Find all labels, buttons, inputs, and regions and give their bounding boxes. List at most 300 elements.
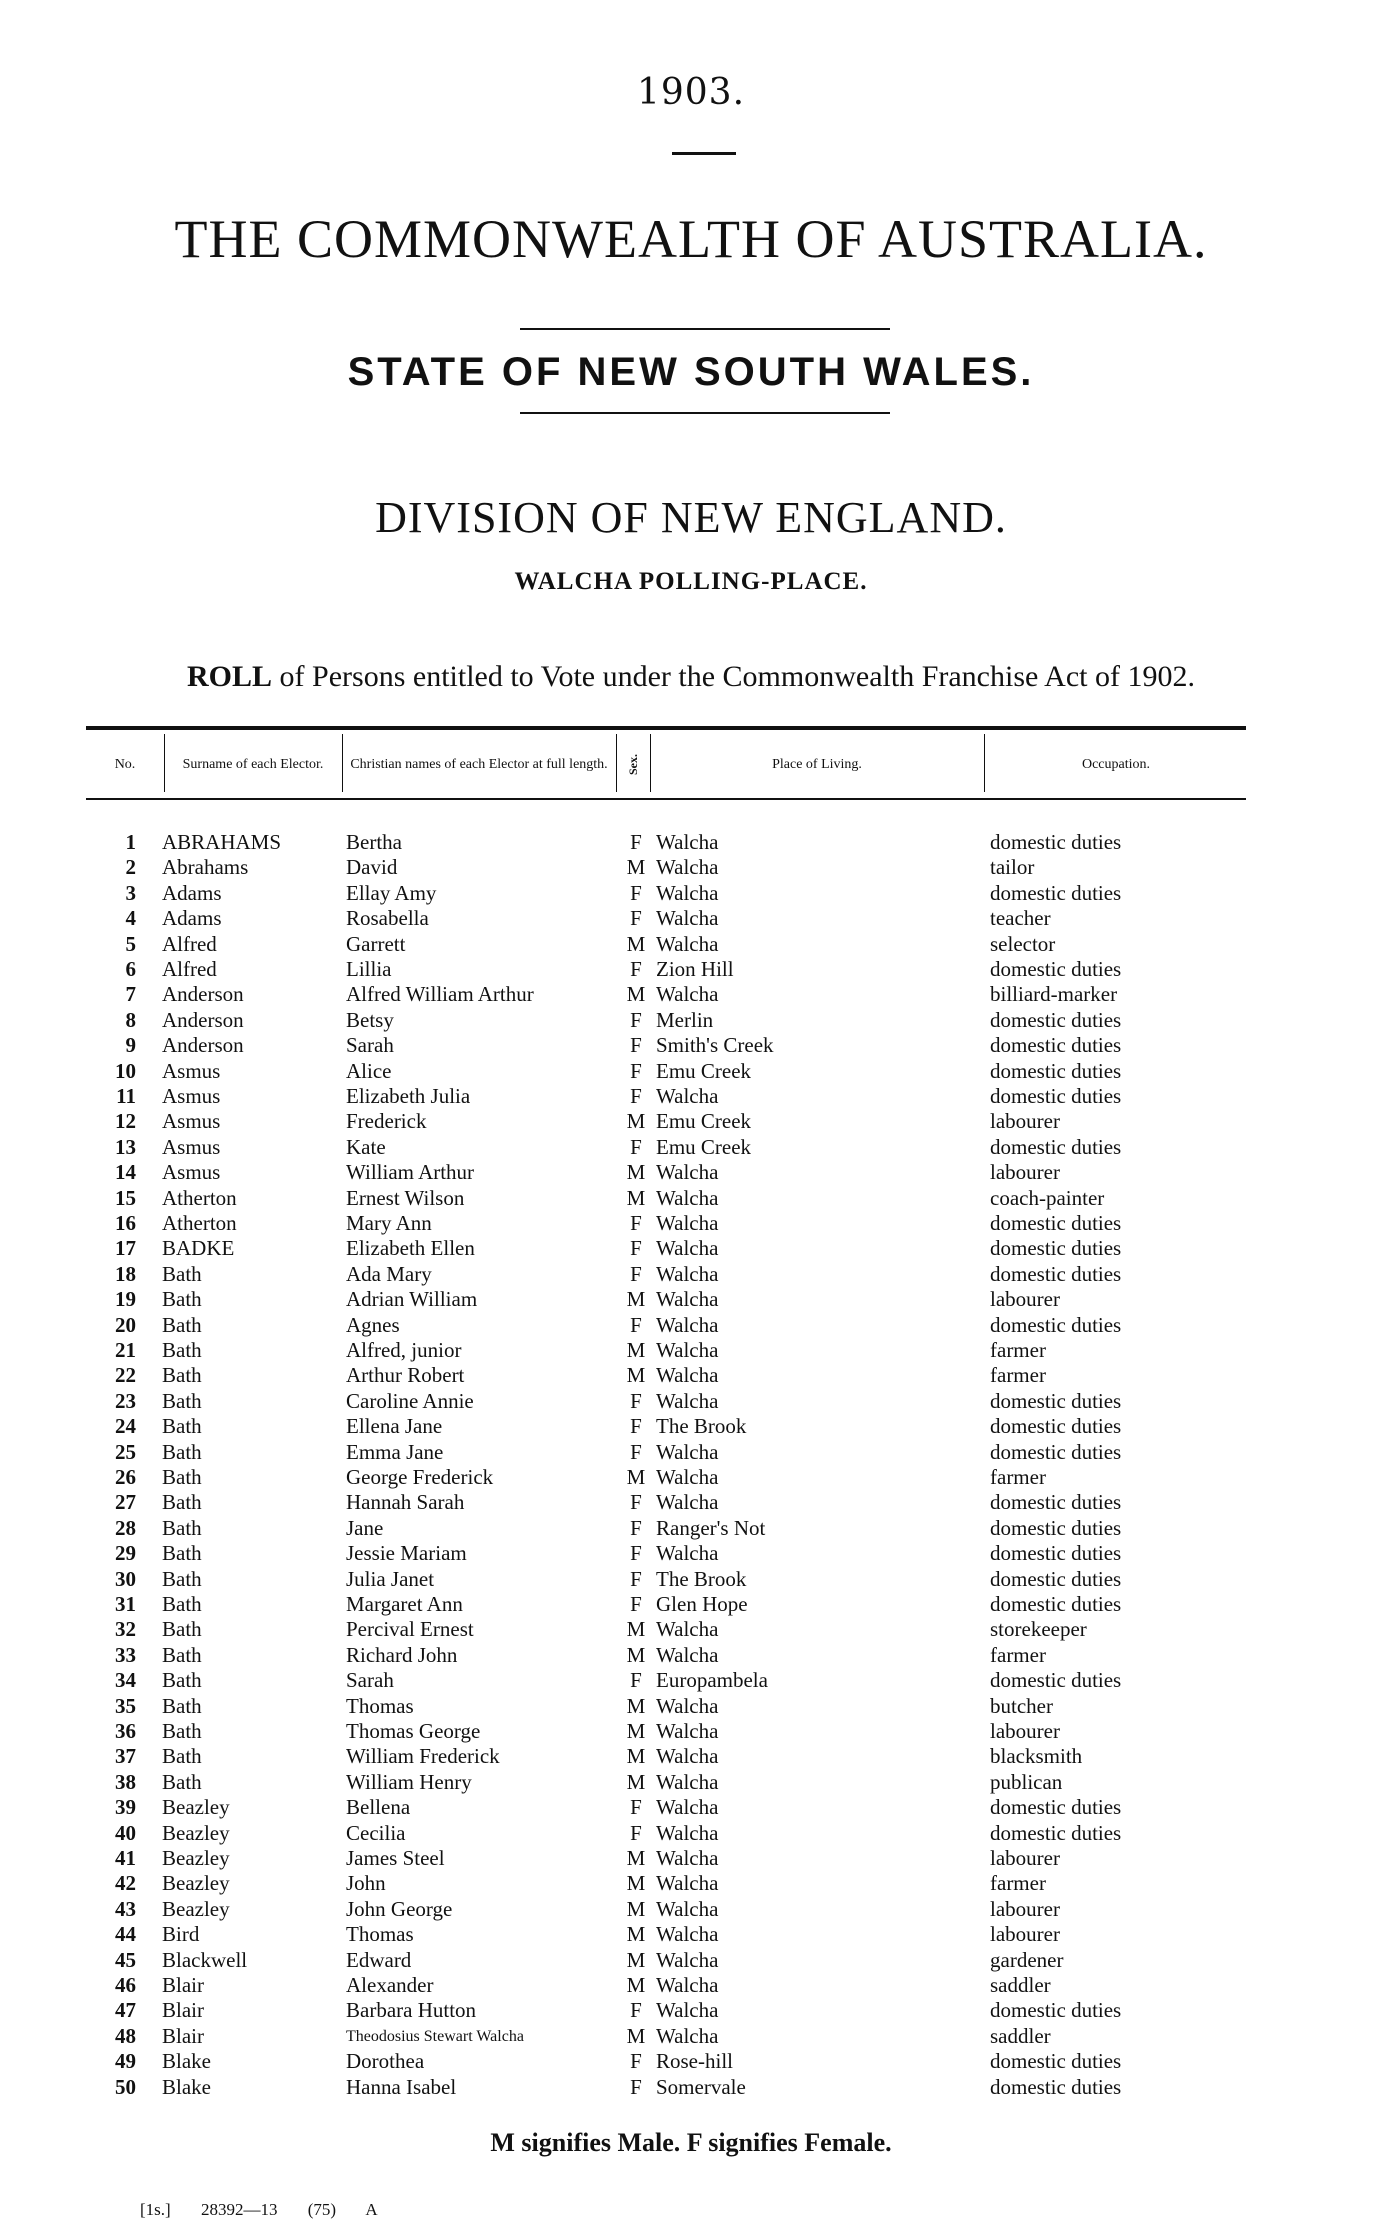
elector-occupation: farmer xyxy=(990,1642,1046,1667)
column-header-christian: Christian names of each Elector at full length. xyxy=(350,756,608,772)
elector-surname: Bath xyxy=(162,1261,202,1286)
table-row xyxy=(0,2024,1382,2049)
elector-occupation: domestic duties xyxy=(990,1007,1122,1032)
elector-christian-names: Ada Mary xyxy=(346,1261,432,1286)
elector-christian-names: Frederick xyxy=(346,1109,427,1134)
elector-christian-names: Lillia xyxy=(346,957,392,981)
elector-place: Walcha xyxy=(656,1998,719,2023)
elector-christian-names: Margaret Ann xyxy=(346,1592,463,1616)
elector-place: Rose-hill xyxy=(656,2049,733,2074)
elector-occupation: domestic duties xyxy=(990,1084,1122,1108)
elector-number: 49 xyxy=(115,2049,136,2074)
elector-surname: Adams xyxy=(162,880,222,905)
elector-number: 33 xyxy=(115,1642,136,1667)
elector-sex: F xyxy=(630,2074,642,2099)
table-row xyxy=(0,1795,1382,1820)
elector-place: Walcha xyxy=(656,1261,719,1286)
elector-place: Walcha xyxy=(656,1896,719,1921)
elector-place: Europambela xyxy=(656,1668,768,1693)
column-divider xyxy=(650,734,651,792)
elector-surname: Bath xyxy=(162,1338,202,1362)
table-row xyxy=(0,1287,1382,1312)
table-row xyxy=(0,1211,1382,1236)
elector-surname: Asmus xyxy=(162,1084,221,1108)
elector-sex: M xyxy=(626,1109,646,1134)
elector-sex: M xyxy=(626,1617,646,1642)
table-row xyxy=(0,982,1382,1007)
elector-place: Walcha xyxy=(656,880,719,905)
elector-christian-names: George Frederick xyxy=(346,1465,494,1489)
elector-surname: Bath xyxy=(162,1414,202,1439)
elector-number: 50 xyxy=(115,2074,136,2099)
elector-place: Walcha xyxy=(656,1465,719,1489)
elector-occupation: domestic duties xyxy=(990,1998,1122,2023)
elector-occupation: domestic duties xyxy=(990,1566,1122,1591)
elector-sex: F xyxy=(630,1058,642,1083)
table-row xyxy=(0,1109,1382,1134)
elector-christian-names: Thomas xyxy=(346,1693,414,1718)
elector-surname: Beazley xyxy=(162,1871,230,1896)
elector-christian-names: Elizabeth Julia xyxy=(346,1084,471,1108)
elector-surname: Bath xyxy=(162,1490,202,1515)
elector-christian-names: Ernest Wilson xyxy=(346,1185,465,1210)
column-header-place: Place of Living. xyxy=(772,756,862,772)
elector-place: The Brook xyxy=(656,1566,747,1591)
elector-surname: Bath xyxy=(162,1592,202,1616)
elector-sex: M xyxy=(626,1693,646,1718)
elector-sex: F xyxy=(630,1541,642,1566)
elector-surname: Beazley xyxy=(162,1846,230,1870)
elector-number: 19 xyxy=(115,1287,136,1312)
divider-rule xyxy=(520,328,890,330)
elector-sex: M xyxy=(626,1719,646,1743)
elector-occupation: labourer xyxy=(990,1846,1060,1870)
elector-sex: F xyxy=(630,1439,642,1464)
elector-number: 5 xyxy=(125,931,136,956)
elector-place: Zion Hill xyxy=(656,957,734,981)
elector-christian-names: William Henry xyxy=(346,1769,472,1794)
elector-surname: Alfred xyxy=(162,931,217,956)
elector-number: 34 xyxy=(115,1668,136,1693)
elector-place: Walcha xyxy=(656,1287,719,1312)
elector-occupation: domestic duties xyxy=(990,1414,1122,1439)
elector-number: 13 xyxy=(115,1134,136,1159)
elector-christian-names: Caroline Annie xyxy=(346,1388,474,1413)
elector-occupation: domestic duties xyxy=(990,1515,1122,1540)
elector-number: 10 xyxy=(115,1058,136,1083)
elector-place: Walcha xyxy=(656,931,719,956)
elector-number: 20 xyxy=(115,1312,136,1337)
elector-sex: F xyxy=(630,906,642,931)
elector-place: Emu Creek xyxy=(656,1109,752,1134)
table-row xyxy=(0,1643,1382,1668)
elector-occupation: labourer xyxy=(990,1922,1060,1947)
elector-number: 43 xyxy=(115,1896,136,1921)
elector-place: Walcha xyxy=(656,855,719,880)
elector-occupation: coach-painter xyxy=(990,1185,1105,1210)
table-row xyxy=(0,1617,1382,1642)
elector-place: Walcha xyxy=(656,1388,719,1413)
divider-rule xyxy=(520,412,890,414)
table-row xyxy=(0,1135,1382,1160)
elector-number: 48 xyxy=(115,2023,136,2048)
elector-occupation: domestic duties xyxy=(990,1592,1122,1616)
elector-number: 17 xyxy=(115,1236,136,1261)
page-title: THE COMMONWEALTH OF AUSTRALIA. xyxy=(174,209,1208,269)
elector-place: Walcha xyxy=(656,1693,719,1718)
elector-surname: Blair xyxy=(162,2023,204,2048)
elector-place: Walcha xyxy=(656,982,719,1007)
table-row xyxy=(0,1440,1382,1465)
roll-text: of Persons entitled to Vote under the Commonwealth Franchise Act of 1902. xyxy=(279,660,1195,693)
elector-surname: Beazley xyxy=(162,1896,230,1921)
table-row xyxy=(0,1567,1382,1592)
elector-christian-names: Jane xyxy=(346,1515,384,1540)
elector-sex: M xyxy=(626,1287,646,1312)
elector-place: Walcha xyxy=(656,1312,719,1337)
elector-christian-names: Alfred, junior xyxy=(346,1338,462,1362)
elector-surname: Bath xyxy=(162,1388,202,1413)
elector-surname: Bath xyxy=(162,1541,202,1566)
table-row xyxy=(0,881,1382,906)
elector-number: 26 xyxy=(115,1465,136,1489)
elector-occupation: storekeeper xyxy=(990,1617,1087,1642)
table-row xyxy=(0,830,1382,855)
elector-surname: ABRAHAMS xyxy=(162,830,282,854)
elector-sex: M xyxy=(626,1846,646,1870)
elector-sex: F xyxy=(630,830,642,854)
elector-number: 1 xyxy=(125,830,136,854)
divider-rule xyxy=(672,152,736,155)
elector-occupation: domestic duties xyxy=(990,1820,1122,1845)
elector-christian-names: Cecilia xyxy=(346,1820,406,1845)
table-row xyxy=(0,2049,1382,2074)
elector-surname: Blake xyxy=(162,2074,211,2099)
elector-surname: Anderson xyxy=(162,1033,244,1058)
footer-print-code: 28392—13 xyxy=(200,2200,278,2219)
elector-christian-names: Sarah xyxy=(346,1668,394,1693)
elector-surname: Atherton xyxy=(162,1211,237,1235)
elector-occupation: domestic duties xyxy=(990,1058,1122,1083)
elector-place: Walcha xyxy=(656,2023,719,2048)
elector-number: 40 xyxy=(115,1820,136,1845)
elector-number: 6 xyxy=(125,957,136,981)
elector-sex: M xyxy=(626,1465,646,1489)
elector-surname: Bath xyxy=(162,1642,202,1667)
elector-sex: M xyxy=(626,982,646,1007)
roll-lead: ROLL xyxy=(187,660,273,693)
elector-sex: M xyxy=(626,1871,646,1896)
elector-number: 8 xyxy=(125,1007,136,1032)
elector-christian-names: Emma Jane xyxy=(346,1439,444,1464)
table-row xyxy=(0,1821,1382,1846)
footer-sheet: A xyxy=(365,2200,378,2219)
table-row xyxy=(0,1719,1382,1744)
elector-number: 21 xyxy=(115,1338,136,1362)
table-row xyxy=(0,1389,1382,1414)
elector-christian-names: Theodosius Stewart Walcha xyxy=(346,2027,524,2045)
table-row xyxy=(0,1846,1382,1871)
column-divider xyxy=(164,734,165,792)
elector-occupation: domestic duties xyxy=(990,1312,1122,1337)
elector-sex: M xyxy=(626,855,646,880)
elector-christian-names: Bertha xyxy=(346,830,402,854)
elector-occupation: labourer xyxy=(990,1109,1060,1134)
elector-occupation: domestic duties xyxy=(990,2049,1122,2074)
elector-surname: Beazley xyxy=(162,1795,230,1820)
table-row xyxy=(0,906,1382,931)
elector-christian-names: James Steel xyxy=(346,1846,445,1870)
table-row xyxy=(0,1744,1382,1769)
elector-place: Walcha xyxy=(656,1769,719,1794)
elector-place: Walcha xyxy=(656,1922,719,1947)
elector-christian-names: Thomas xyxy=(346,1922,414,1947)
elector-sex: F xyxy=(630,1236,642,1261)
table-row xyxy=(0,1770,1382,1795)
elector-number: 39 xyxy=(115,1795,136,1820)
column-header-surname: Surname of each Elector. xyxy=(182,756,324,772)
elector-christian-names: Edward xyxy=(346,1947,412,1972)
elector-christian-names: Alice xyxy=(346,1058,392,1083)
elector-occupation: farmer xyxy=(990,1465,1046,1489)
elector-surname: Atherton xyxy=(162,1185,237,1210)
elector-occupation: billiard-marker xyxy=(990,982,1118,1007)
elector-place: Walcha xyxy=(656,1973,719,1997)
column-header-sex: Sex. xyxy=(625,753,640,775)
elector-christian-names: Thomas George xyxy=(346,1719,481,1743)
elector-occupation: saddler xyxy=(990,1973,1051,1997)
table-row xyxy=(0,1338,1382,1363)
elector-place: Walcha xyxy=(656,1185,719,1210)
elector-occupation: teacher xyxy=(990,906,1051,931)
elector-occupation: domestic duties xyxy=(990,1134,1122,1159)
elector-sex: F xyxy=(630,1388,642,1413)
elector-surname: Bath xyxy=(162,1668,202,1693)
elector-occupation: selector xyxy=(990,931,1056,956)
table-row xyxy=(0,932,1382,957)
elector-place: Walcha xyxy=(656,1719,719,1743)
column-divider xyxy=(984,734,985,792)
elector-place: Walcha xyxy=(656,1211,719,1235)
elector-christian-names: Richard John xyxy=(346,1642,458,1667)
elector-surname: Blair xyxy=(162,1973,204,1997)
elector-surname: Bath xyxy=(162,1439,202,1464)
elector-place: Emu Creek xyxy=(656,1058,752,1083)
table-row xyxy=(0,855,1382,880)
elector-number: 42 xyxy=(115,1871,136,1896)
table-row xyxy=(0,1516,1382,1541)
elector-sex: M xyxy=(626,1160,646,1185)
elector-christian-names: Hannah Sarah xyxy=(346,1490,465,1515)
elector-occupation: gardener xyxy=(990,1947,1064,1972)
elector-number: 2 xyxy=(125,855,136,880)
table-row xyxy=(0,1871,1382,1896)
elector-place: Somervale xyxy=(656,2074,746,2099)
table-row xyxy=(0,1592,1382,1617)
elector-occupation: domestic duties xyxy=(990,830,1122,854)
elector-christian-names: Dorothea xyxy=(346,2049,425,2074)
elector-number: 15 xyxy=(115,1185,136,1210)
elector-sex: F xyxy=(630,1007,642,1032)
elector-number: 28 xyxy=(115,1515,136,1540)
table-row xyxy=(0,1236,1382,1261)
elector-christian-names: Kate xyxy=(346,1134,386,1159)
elector-sex: M xyxy=(626,1947,646,1972)
elector-sex: F xyxy=(630,1261,642,1286)
elector-place: Ranger's Not xyxy=(656,1515,766,1540)
elector-surname: Anderson xyxy=(162,1007,244,1032)
elector-christian-names: William Arthur xyxy=(346,1160,475,1185)
elector-sex: F xyxy=(630,1566,642,1591)
table-row xyxy=(0,1262,1382,1287)
table-row xyxy=(0,1922,1382,1947)
elector-christian-names: William Frederick xyxy=(346,1744,500,1769)
elector-sex: M xyxy=(626,1642,646,1667)
elector-occupation: domestic duties xyxy=(990,957,1122,981)
elector-christian-names: Ellay Amy xyxy=(346,880,437,905)
sex-legend: M signifies Male. F signifies Female. xyxy=(490,2128,892,2157)
table-row xyxy=(0,1998,1382,2023)
elector-sex: F xyxy=(630,1592,642,1616)
elector-christian-names: Garrett xyxy=(346,931,406,956)
elector-surname: Bath xyxy=(162,1719,202,1743)
elector-occupation: domestic duties xyxy=(990,1211,1122,1235)
elector-number: 4 xyxy=(125,906,136,931)
elector-christian-names: Ellena Jane xyxy=(346,1414,443,1439)
year: 1903. xyxy=(636,72,746,113)
elector-place: Walcha xyxy=(656,1617,719,1642)
elector-christian-names: David xyxy=(346,855,398,880)
table-row xyxy=(0,1973,1382,1998)
elector-surname: Asmus xyxy=(162,1160,221,1185)
table-row xyxy=(0,1694,1382,1719)
elector-place: Walcha xyxy=(656,1846,719,1870)
elector-number: 35 xyxy=(115,1693,136,1718)
table-row xyxy=(0,2075,1382,2100)
elector-number: 44 xyxy=(115,1922,136,1947)
elector-surname: Bath xyxy=(162,1515,202,1540)
elector-sex: F xyxy=(630,1490,642,1515)
elector-occupation: labourer xyxy=(990,1896,1060,1921)
elector-sex: M xyxy=(626,1363,646,1388)
column-divider xyxy=(616,734,617,792)
elector-christian-names: Alexander xyxy=(346,1973,434,1997)
elector-place: Walcha xyxy=(656,830,719,854)
elector-sex: M xyxy=(626,2023,646,2048)
elector-surname: Adams xyxy=(162,906,222,931)
elector-occupation: labourer xyxy=(990,1719,1060,1743)
elector-occupation: tailor xyxy=(990,855,1035,880)
elector-number: 32 xyxy=(115,1617,136,1642)
footer-count: (75) xyxy=(307,2200,337,2219)
elector-number: 3 xyxy=(125,880,136,905)
elector-surname: Bath xyxy=(162,1287,202,1312)
elector-occupation: saddler xyxy=(990,2023,1051,2048)
elector-christian-names: Agnes xyxy=(346,1312,400,1337)
table-row xyxy=(0,957,1382,982)
elector-occupation: butcher xyxy=(990,1693,1053,1718)
elector-christian-names: Julia Janet xyxy=(346,1566,435,1591)
table-row xyxy=(0,1084,1382,1109)
elector-occupation: domestic duties xyxy=(990,880,1122,905)
elector-number: 22 xyxy=(115,1363,136,1388)
table-row xyxy=(0,1059,1382,1084)
elector-number: 16 xyxy=(115,1211,136,1235)
elector-place: The Brook xyxy=(656,1414,747,1439)
table-header xyxy=(86,726,1246,800)
elector-sex: F xyxy=(630,1211,642,1235)
elector-surname: Asmus xyxy=(162,1109,221,1134)
polling-place-heading: WALCHA POLLING-PLACE. xyxy=(514,568,868,595)
elector-occupation: labourer xyxy=(990,1287,1060,1312)
elector-christian-names: Betsy xyxy=(346,1007,394,1032)
elector-number: 23 xyxy=(115,1388,136,1413)
elector-surname: Anderson xyxy=(162,982,244,1007)
elector-place: Walcha xyxy=(656,1490,719,1515)
table-row xyxy=(0,1897,1382,1922)
elector-number: 30 xyxy=(115,1566,136,1591)
elector-place: Walcha xyxy=(656,906,719,931)
elector-christian-names: Percival Ernest xyxy=(346,1617,474,1642)
elector-place: Glen Hope xyxy=(656,1592,748,1616)
elector-place: Walcha xyxy=(656,1744,719,1769)
elector-surname: Blackwell xyxy=(162,1947,248,1972)
elector-surname: Bath xyxy=(162,1744,202,1769)
elector-surname: Bath xyxy=(162,1363,202,1388)
elector-number: 45 xyxy=(115,1947,136,1972)
elector-number: 24 xyxy=(115,1414,136,1439)
elector-christian-names: Adrian William xyxy=(346,1287,478,1312)
elector-sex: F xyxy=(630,1414,642,1439)
table-row xyxy=(0,1490,1382,1515)
elector-surname: Bath xyxy=(162,1617,202,1642)
elector-surname: Asmus xyxy=(162,1134,221,1159)
elector-sex: M xyxy=(626,1973,646,1997)
elector-place: Walcha xyxy=(656,1871,719,1896)
elector-number: 27 xyxy=(115,1490,136,1515)
elector-occupation: domestic duties xyxy=(990,1236,1122,1261)
elector-place: Walcha xyxy=(656,1363,719,1388)
elector-place: Walcha xyxy=(656,1160,719,1185)
state-heading: STATE OF NEW SOUTH WALES. xyxy=(347,350,1035,394)
elector-occupation: labourer xyxy=(990,1160,1060,1185)
elector-christian-names: John George xyxy=(346,1896,453,1921)
elector-christian-names: Barbara Hutton xyxy=(346,1998,477,2023)
column-header-sex-cell xyxy=(618,730,648,798)
elector-surname: Abrahams xyxy=(162,855,249,880)
column-header-occupation: Occupation. xyxy=(1081,756,1151,772)
elector-surname: Blake xyxy=(162,2049,211,2074)
elector-sex: F xyxy=(630,1515,642,1540)
elector-number: 46 xyxy=(115,1973,136,1997)
elector-surname: Alfred xyxy=(162,957,217,981)
elector-christian-names: Elizabeth Ellen xyxy=(346,1236,475,1261)
elector-place: Walcha xyxy=(656,1642,719,1667)
table-row xyxy=(0,1186,1382,1211)
elector-christian-names: Alfred William Arthur xyxy=(346,982,534,1007)
roll-description xyxy=(0,660,1382,694)
elector-sex: F xyxy=(630,957,642,981)
elector-sex: F xyxy=(630,1134,642,1159)
elector-number: 36 xyxy=(115,1719,136,1743)
elector-christian-names: Rosabella xyxy=(346,906,429,931)
elector-number: 41 xyxy=(115,1846,136,1870)
table-row xyxy=(0,1541,1382,1566)
elector-number: 7 xyxy=(125,982,136,1007)
elector-place: Walcha xyxy=(656,1820,719,1845)
elector-sex: M xyxy=(626,1769,646,1794)
elector-occupation: domestic duties xyxy=(990,2074,1122,2099)
